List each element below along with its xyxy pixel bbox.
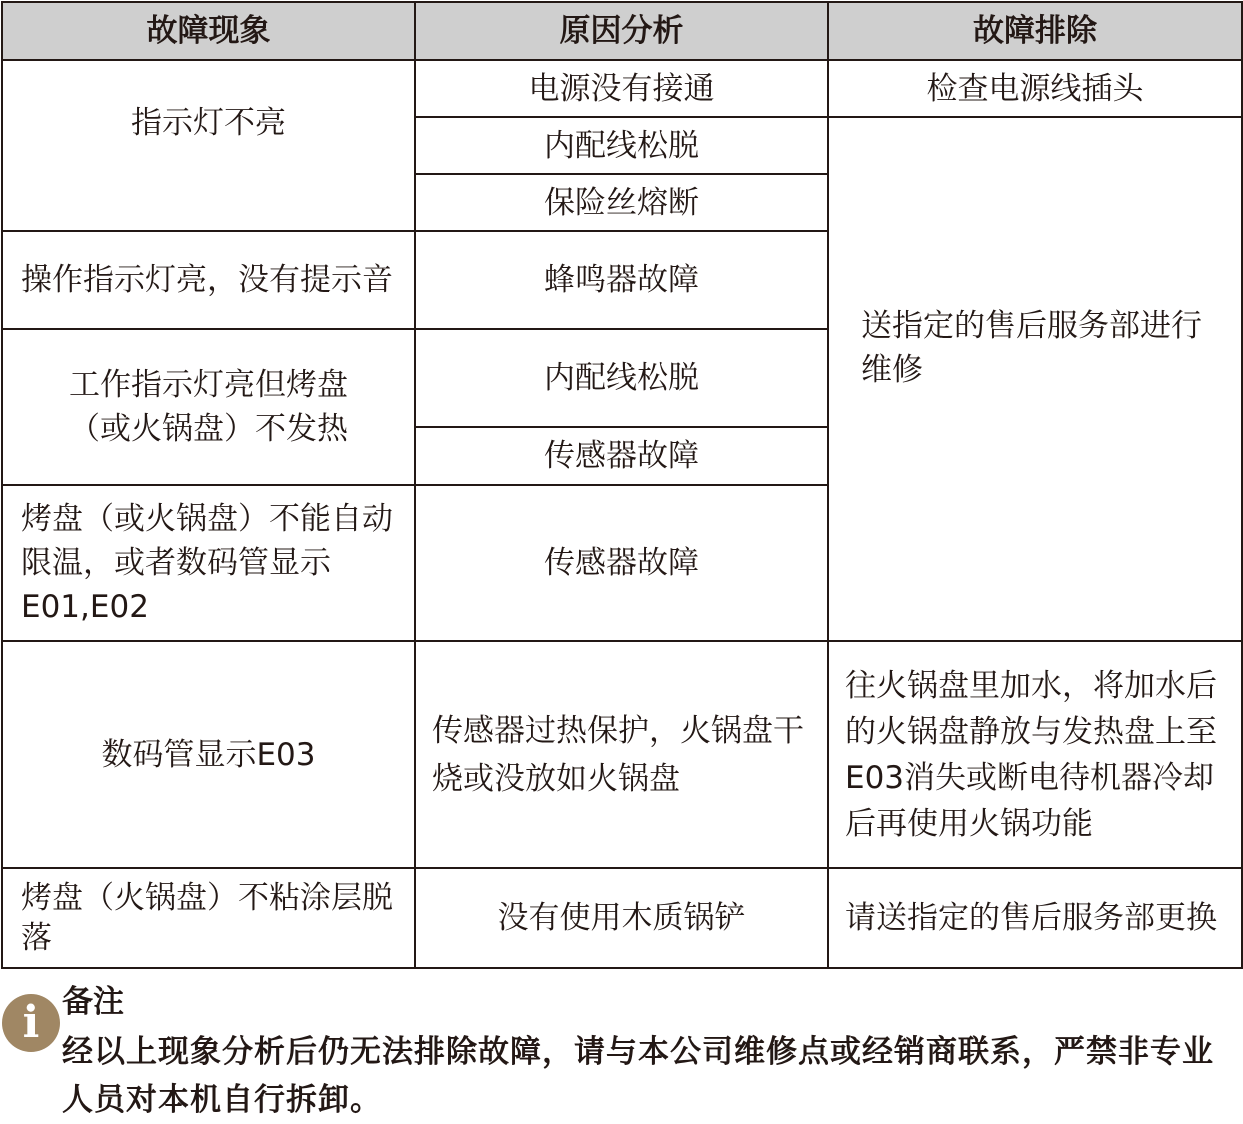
cause-cell: 电源没有接通 <box>415 60 828 117</box>
symptom-cell: 烤盘（火锅盘）不粘涂层脱落 <box>2 868 415 968</box>
table-row <box>2 868 1242 968</box>
troubleshooting-table <box>1 1 1243 969</box>
cause-cell: 传感器过热保护，火锅盘干烧或没放如火锅盘 <box>415 641 828 868</box>
symptom-cell: 烤盘（或火锅盘）不能自动限温，或者数码管显示E01,E02 <box>2 485 415 641</box>
info-icon <box>2 994 60 1052</box>
header-remedy: 故障排除 <box>828 2 1242 60</box>
remedy-cell: 送指定的售后服务部进行维修 <box>828 117 1242 641</box>
remedy-cell: 往火锅盘里加水，将加水后的火锅盘静放与发热盘上至E03消失或断电待机器冷却后再使用火锅功能 <box>828 641 1242 868</box>
remedy-cell: 请送指定的售后服务部更换 <box>828 868 1242 968</box>
table-row <box>2 60 1242 117</box>
cause-cell: 保险丝熔断 <box>415 174 828 231</box>
header-cause: 原因分析 <box>415 2 828 60</box>
symptom-cell: 数码管显示E03 <box>2 641 415 868</box>
symptom-cell: 指示灯不亮 <box>2 60 415 231</box>
cause-cell: 内配线松脱 <box>415 117 828 174</box>
cause-cell: 蜂鸣器故障 <box>415 231 828 329</box>
remedy-cell: 检查电源线插头 <box>828 60 1242 117</box>
cause-cell: 传感器故障 <box>415 427 828 485</box>
note-section <box>0 980 1243 1117</box>
info-icon-glyph: i <box>22 997 40 1048</box>
note-body: 经以上现象分析后仍无法排除故障，请与本公司维修点或经销商联系，严禁非专业人员对本机自行拆卸。 <box>62 1034 1214 1118</box>
cause-cell: 内配线松脱 <box>415 329 828 427</box>
cause-cell: 传感器故障 <box>415 485 828 641</box>
symptom-cell: 操作指示灯亮，没有提示音 <box>2 231 415 329</box>
symptom-cell: 工作指示灯亮但烤盘（或火锅盘）不发热 <box>2 329 415 485</box>
cause-cell: 没有使用木质锅铲 <box>415 868 828 968</box>
note-title: 备注 <box>62 984 124 1020</box>
table-header-row <box>2 2 1242 60</box>
header-symptom: 故障现象 <box>2 2 415 60</box>
table-row <box>2 641 1242 868</box>
